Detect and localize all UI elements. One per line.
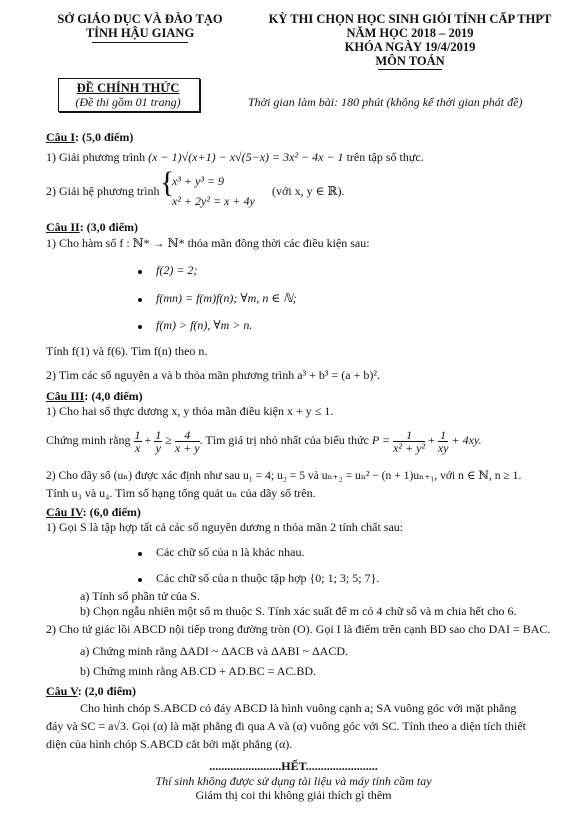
subject: MÔN TOÁN [375, 54, 445, 68]
question-4-part-2b: b) Chứng minh rằng AB.CD + AD.BC = AC.BD. [80, 664, 317, 678]
condition-2: f(mn) = f(m)f(n); ∀m, n ∈ ℕ; [156, 291, 297, 305]
exam-title: KỲ THI CHỌN HỌC SINH GIỎI TỈNH CẤP THPT [268, 12, 552, 26]
question-1-title: Câu I: (5,0 điểm) [46, 130, 134, 144]
question-5-line-1: Cho hình chóp S.ABCD có đáy ABCD là hình vuông cạnh a; SA vuông góc với mặt phẳng [80, 701, 517, 715]
question-5-line-2: đáy và SC = a√3. Gọi (α) là mặt phẳng đi qua A và (α) vuông góc với SC. Tính theo a diện tích thiết [46, 719, 526, 733]
bullet-icon [138, 552, 142, 556]
official-label: ĐỀ CHÍNH THỨC [76, 81, 180, 95]
question-3-part-2-task: Tính u₃ và u₄. Tìm số hạng tổng quát uₙ của dãy số trên. [46, 486, 316, 500]
system-eq-2: x² + 2y² = x + 4y [172, 194, 255, 208]
header-underline [92, 42, 188, 43]
footer-note-2: Giám thị coi thi không giải thích gì thêm [195, 788, 392, 802]
condition-1: f(2) = 2; [156, 263, 198, 277]
bullet-icon [138, 578, 142, 582]
question-4-title: Câu IV: (6,0 điểm) [46, 505, 141, 519]
system-domain: (với x, y ∈ ℝ). [272, 184, 345, 198]
question-3-part-1: 1) Cho hai số thực dương x, y thỏa mãn điều kiện x + y ≤ 1. [46, 404, 334, 418]
question-2-part-1: 1) Cho hàm số f : ℕ* → ℕ* thỏa mãn đồng thời các điều kiện sau: [46, 236, 370, 250]
system-brace: { [160, 166, 175, 199]
question-1-part-1: 1) Giải phương trình (x − 1)√(x+1) − x√(5−x) = 3x² − 4x − 1 trên tập số thực. [46, 150, 424, 164]
condition-3: f(m) > f(n), ∀m > n. [156, 318, 253, 332]
question-5-title: Câu V: (2,0 điểm) [46, 684, 137, 698]
question-4-part-1b: b) Chọn ngẫu nhiên một số m thuộc S. Tính xác suất để m có 4 chữ số và m chia hết cho 6. [80, 604, 517, 618]
system-eq-1: x³ + y³ = 9 [172, 174, 225, 188]
question-2-part-1-task: Tính f(1) và f(6). Tìm f(n) theo n. [46, 344, 208, 358]
fraction: $\frac{1}{y}$ [155, 427, 162, 455]
equation: (x − 1)√(x+1) − x√(5−x) = 3x² − 4x − 1 [148, 150, 344, 164]
question-5-line-3: diện của hình chóp S.ABCD cắt bởi mặt phẳng (α). [46, 737, 293, 751]
question-1-part-2-label: 2) Giải hệ phương trình [46, 184, 160, 198]
question-3-title: Câu III: (4,0 điểm) [46, 389, 143, 403]
fraction: $\frac{4}{x + y}$ [174, 427, 200, 455]
subject-underline [378, 69, 442, 70]
property-1: Các chữ số của n là khác nhau. [156, 545, 305, 559]
fraction: $\frac{1}{\text{x² + y²}}$ [393, 427, 426, 455]
question-4-part-2a: a) Chứng minh rằng ΔADI ~ ΔACB và ΔABI ~ ΔACD. [80, 644, 349, 658]
fraction: $\frac{1}{xy}$ [437, 427, 449, 455]
bullet-icon [138, 270, 142, 274]
page-count: (Đề thi gồm 01 trang) [75, 95, 181, 109]
question-4-part-1: 1) Gọi S là tập hợp tất cả các số nguyên dương n thỏa mãn 2 tính chất sau: [46, 520, 404, 534]
exam-date: KHÓA NGÀY 19/4/2019 [344, 40, 476, 54]
question-2-title: Câu II: (3,0 điểm) [46, 220, 139, 234]
question-3-part-2: 2) Cho dãy số (uₙ) được xác định như sau u₁ = 4; u₂ = 5 và uₙ₊₂ = uₙ² − (n + 1)uₙ₊₁, với n ∈ ℕ, n ≥ 1. [46, 469, 522, 482]
question-4-part-1a: a) Tính số phần tử của S. [80, 589, 200, 603]
department-name: SỞ GIÁO DỤC VÀ ĐÀO TẠO [57, 12, 223, 26]
bullet-icon [138, 325, 142, 329]
fraction: $\frac{1}{x}$ [134, 427, 141, 455]
school-year: NĂM HỌC 2018 – 2019 [346, 26, 474, 40]
question-2-part-2: 2) Tìm các số nguyên a và b thỏa mãn phương trình a³ + b³ = (a + b)². [46, 368, 380, 382]
province-name: TỈNH HẬU GIANG [85, 26, 195, 40]
bullet-icon [138, 298, 142, 302]
question-4-part-2: 2) Cho tứ giác lồi ABCD nội tiếp trong đường tròn (O). Gọi I là điểm trên cạnh BD sao cho DAI = BAC. [46, 622, 551, 636]
property-2: Các chữ số của n thuộc tập hợp {0; 1; 3; 5; 7}. [156, 571, 380, 585]
footer-note-1: Thí sinh không được sử dụng tài liệu và máy tính cầm tay [155, 774, 432, 788]
question-3-part-1-proof: Chứng minh rằng $\frac{1}{x}$ + $\frac{1}{y}$ ≥ $\frac{4}{x + y}$ . Tìm giá trị nhỏ nhất của biểu thức P = $\frac{1}{\text{x² + y²}}$ + $\frac{1}{xy}$ + 4xy. [46, 427, 482, 455]
end-marker: ........................HẾT........................ [209, 759, 378, 773]
time-limit: Thời gian làm bài: 180 phút (không kể thời gian phát đề) [248, 95, 523, 109]
